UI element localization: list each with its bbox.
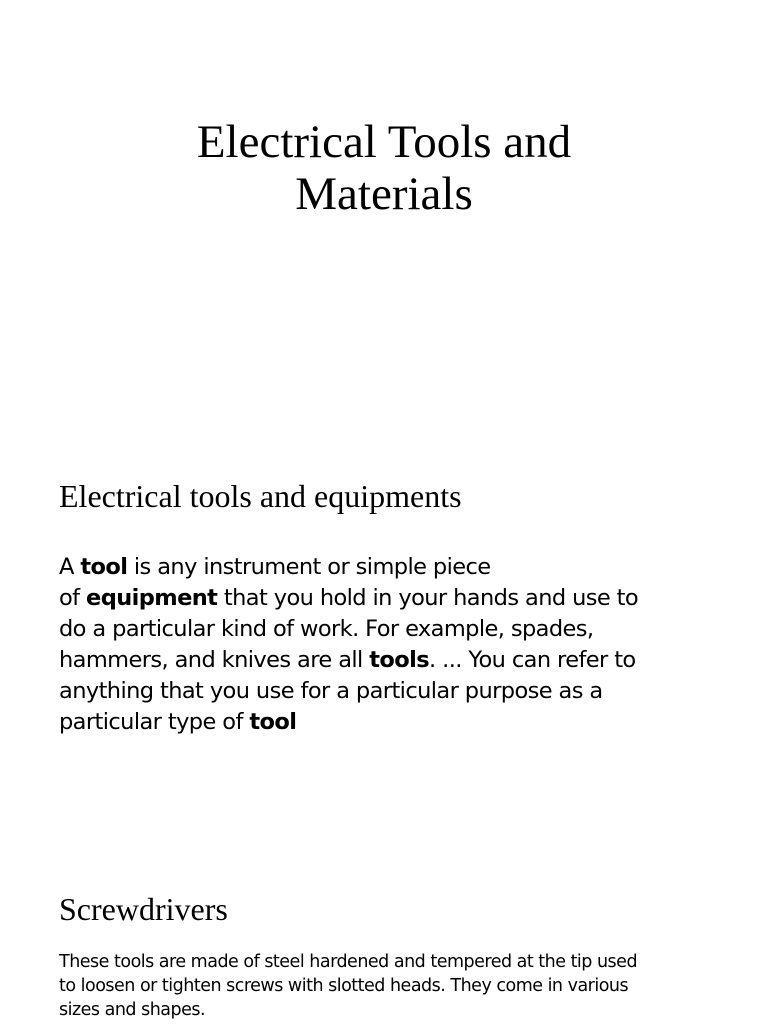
- page-title-line-1: Electrical Tools and: [196, 116, 572, 168]
- keyword-tool: tool: [249, 709, 297, 735]
- paragraph-line: of equipment that you hold in your hands and use to: [59, 585, 639, 611]
- tool-definition-paragraph: [59, 552, 709, 738]
- keyword-equipment: equipment: [86, 585, 218, 611]
- keyword-tool: tool: [80, 554, 128, 580]
- paragraph-line: to loosen or tighten screws with slotted heads. They come in various: [59, 976, 629, 996]
- paragraph-line: These tools are made of steel hardened and tempered at the tip used: [59, 952, 638, 972]
- paragraph-line: anything that you use for a particular purpose as a: [59, 678, 603, 704]
- section-heading-electrical-tools: Electrical tools and equipments: [59, 478, 462, 514]
- page-title-line-2: Materials: [295, 168, 473, 220]
- keyword-tools: tools: [369, 647, 430, 673]
- section-heading-screwdrivers: Screwdrivers: [59, 891, 228, 927]
- paragraph-line: sizes and shapes.: [59, 1000, 206, 1020]
- paragraph-line: hammers, and knives are all tools. ... You can refer to: [59, 647, 636, 673]
- title-slide: [0, 0, 768, 440]
- paragraph-line: do a particular kind of work. For example, spades,: [59, 616, 594, 642]
- paragraph-line: particular type of tool: [59, 709, 297, 735]
- screwdrivers-paragraph: [59, 950, 719, 1022]
- page-title: [0, 116, 768, 220]
- paragraph-line: A tool is any instrument or simple piece: [59, 554, 491, 580]
